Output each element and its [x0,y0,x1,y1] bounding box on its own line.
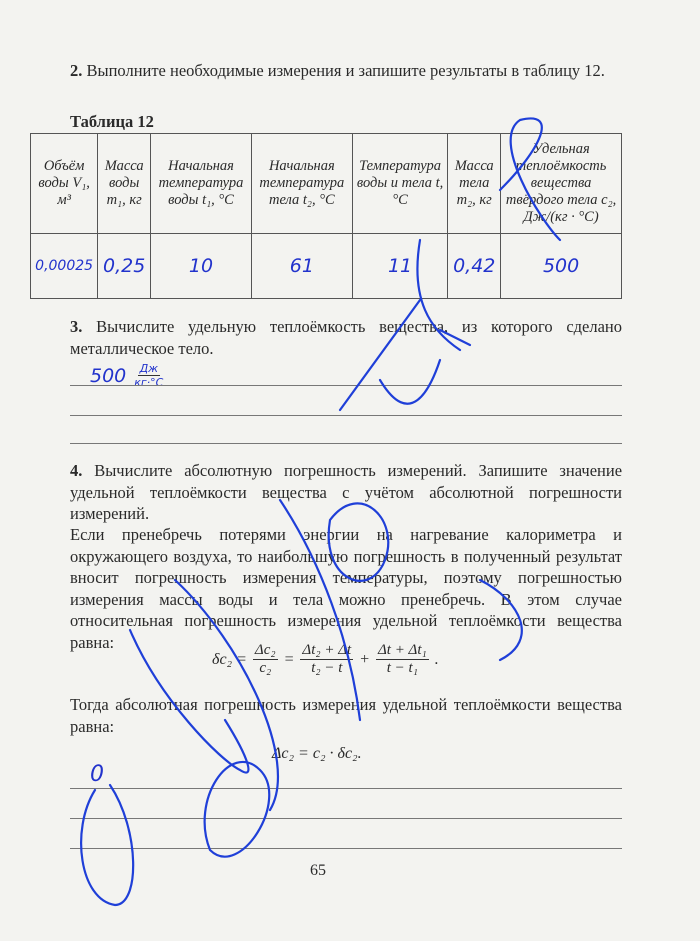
answer-line [70,788,622,789]
formula-part: Δt + Δt₁ [377,642,427,658]
formula-part: . [434,650,439,668]
task-3 [70,316,622,359]
table-header: Температура воды и тела t, °С [352,134,448,234]
unit-denominator: кг·°С [134,376,164,389]
formula-absolute-error: Δc₂ = c₂ · δc₂. [272,745,362,762]
answer-line [70,848,622,849]
table-header: Объём воды V₁, м³ [31,134,98,234]
task-text: Вычислите абсолютную погрешность измерений. Запишите значение удельной теплоёмкости вещества с учётом абсолютной погрешности измерений. [70,461,623,523]
table-cell: 10 [151,234,252,299]
table-header: Начальная температура тела t₂, °С [251,134,352,234]
table-cell: 500 [501,234,622,299]
table-cell: 0,25 [98,234,151,299]
table-header: Начальная температура воды t₁, °С [151,134,252,234]
table-cell: 11 [352,234,448,299]
formula-part: t − t₁ [386,660,418,676]
formula-relative-error [212,642,439,677]
task-4 [70,460,622,525]
table-cell: 61 [251,234,352,299]
task-4-conclusion: Тогда абсолютная погрешность измерения удельной теплоёмкости вещества равна: [70,695,622,736]
formula-part: Δt₂ + Δt [302,642,352,658]
handwritten-answer: 0 [90,762,104,787]
task-number: 3. [70,317,83,336]
table-header: Удельная теплоёмкость вещества твёрдого тела c₂, Дж/(кг · °С) [501,134,622,234]
unit-numerator: Дж [139,362,159,375]
task-4-explanation: Если пренебречь потерями энергии на нагревание калориметра и окружающего воздуха, то наибольшую погрешность в полученный результат вносит погрешность измерения температуры, поэтому погрешностью измерения массы воды и тела можно пренебречь. В этом случае относительная погрешность измерения удельной теплоёмкости вещества равна: [70,525,622,652]
table-title: Таблица 12 [70,112,154,131]
answer-line [70,415,622,416]
table-cell: 0,00025 [31,234,98,299]
data-table [30,133,622,299]
task-number: 4. [70,461,83,480]
table-header: Масса воды m₁, кг [98,134,151,234]
table-header: Масса тела m₂, кг [448,134,501,234]
formula-part: t₂ − t [311,660,343,676]
task-text: Выполните необходимые измерения и запишите результаты в таблицу 12. [86,61,605,80]
answer-line [70,385,622,386]
task-2 [70,60,622,82]
formula-part: = [283,650,295,668]
page-number: 65 [310,862,326,879]
answer-value: 500 [90,364,127,387]
table-cell: 0,42 [448,234,501,299]
formula-part: c₂ [259,660,272,676]
answer-line [70,443,622,444]
task-number: 2. [70,61,83,80]
task-text: Вычислите удельную теплоёмкость вещества, из которого сделано металлическое тело. [70,317,623,358]
formula-part: Δc₂ [254,642,276,658]
formula-part: + [359,650,370,668]
answer-line [70,818,622,819]
formula-part: δc₂ = [212,650,247,668]
